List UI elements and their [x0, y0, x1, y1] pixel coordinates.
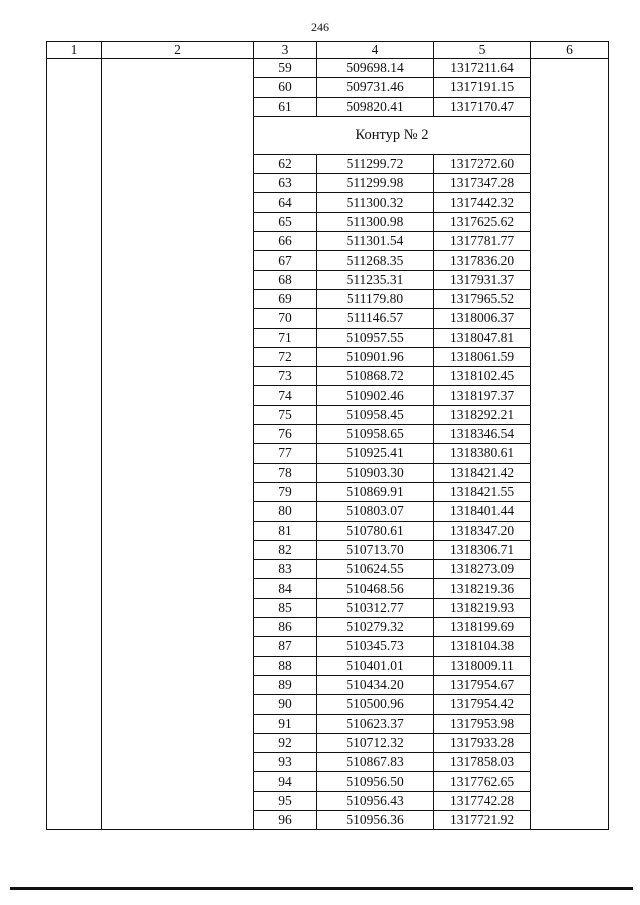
point-number-cell: 82 [254, 540, 317, 559]
y-coordinate-cell: 1317191.15 [434, 78, 531, 97]
point-number-cell: 65 [254, 212, 317, 231]
point-number-cell: 59 [254, 59, 317, 78]
point-number-cell: 79 [254, 482, 317, 501]
y-coordinate-cell: 1318047.81 [434, 328, 531, 347]
point-number-cell: 88 [254, 656, 317, 675]
y-coordinate-cell: 1318104.38 [434, 637, 531, 656]
column-header-4: 4 [317, 42, 434, 59]
x-coordinate-cell: 509698.14 [317, 59, 434, 78]
column-1-cell [47, 59, 102, 830]
point-number-cell: 89 [254, 675, 317, 694]
column-header-1: 1 [47, 42, 102, 59]
point-number-cell: 62 [254, 154, 317, 173]
point-number-cell: 94 [254, 772, 317, 791]
y-coordinate-cell: 1318346.54 [434, 425, 531, 444]
point-number-cell: 86 [254, 618, 317, 637]
x-coordinate-cell: 510958.45 [317, 405, 434, 424]
y-coordinate-cell: 1317858.03 [434, 753, 531, 772]
y-coordinate-cell: 1318061.59 [434, 347, 531, 366]
point-number-cell: 76 [254, 425, 317, 444]
point-number-cell: 85 [254, 598, 317, 617]
x-coordinate-cell: 510957.55 [317, 328, 434, 347]
y-coordinate-cell: 1317762.65 [434, 772, 531, 791]
x-coordinate-cell: 509731.46 [317, 78, 434, 97]
point-number-cell: 75 [254, 405, 317, 424]
x-coordinate-cell: 510901.96 [317, 347, 434, 366]
y-coordinate-cell: 1318199.69 [434, 618, 531, 637]
y-coordinate-cell: 1318219.36 [434, 579, 531, 598]
x-coordinate-cell: 511299.98 [317, 174, 434, 193]
x-coordinate-cell: 510624.55 [317, 560, 434, 579]
y-coordinate-cell: 1317347.28 [434, 174, 531, 193]
point-number-cell: 68 [254, 270, 317, 289]
y-coordinate-cell: 1317742.28 [434, 791, 531, 810]
x-coordinate-cell: 511301.54 [317, 232, 434, 251]
point-number-cell: 84 [254, 579, 317, 598]
point-number-cell: 91 [254, 714, 317, 733]
column-2-cell [102, 59, 254, 830]
x-coordinate-cell: 510468.56 [317, 579, 434, 598]
y-coordinate-cell: 1317933.28 [434, 733, 531, 752]
bottom-rule [10, 887, 633, 890]
x-coordinate-cell: 511179.80 [317, 289, 434, 308]
x-coordinate-cell: 510868.72 [317, 367, 434, 386]
y-coordinate-cell: 1318347.20 [434, 521, 531, 540]
point-number-cell: 70 [254, 309, 317, 328]
x-coordinate-cell: 510867.83 [317, 753, 434, 772]
x-coordinate-cell: 510869.91 [317, 482, 434, 501]
point-number-cell: 87 [254, 637, 317, 656]
y-coordinate-cell: 1318009.11 [434, 656, 531, 675]
y-coordinate-cell: 1317625.62 [434, 212, 531, 231]
y-coordinate-cell: 1318197.37 [434, 386, 531, 405]
column-header-5: 5 [434, 42, 531, 59]
y-coordinate-cell: 1317170.47 [434, 97, 531, 116]
point-number-cell: 63 [254, 174, 317, 193]
column-header-2: 2 [102, 42, 254, 59]
table-row [47, 59, 609, 78]
y-coordinate-cell: 1318006.37 [434, 309, 531, 328]
y-coordinate-cell: 1317442.32 [434, 193, 531, 212]
x-coordinate-cell: 510956.50 [317, 772, 434, 791]
y-coordinate-cell: 1317272.60 [434, 154, 531, 173]
point-number-cell: 92 [254, 733, 317, 752]
x-coordinate-cell: 510312.77 [317, 598, 434, 617]
x-coordinate-cell: 510956.36 [317, 810, 434, 829]
point-number-cell: 74 [254, 386, 317, 405]
y-coordinate-cell: 1317953.98 [434, 714, 531, 733]
point-number-cell: 64 [254, 193, 317, 212]
point-number-cell: 71 [254, 328, 317, 347]
column-header-6: 6 [531, 42, 609, 59]
x-coordinate-cell: 511146.57 [317, 309, 434, 328]
y-coordinate-cell: 1317965.52 [434, 289, 531, 308]
x-coordinate-cell: 511300.32 [317, 193, 434, 212]
page-number: 246 [311, 20, 329, 34]
point-number-cell: 72 [254, 347, 317, 366]
y-coordinate-cell: 1318292.21 [434, 405, 531, 424]
x-coordinate-cell: 510434.20 [317, 675, 434, 694]
x-coordinate-cell: 510803.07 [317, 502, 434, 521]
header-row [47, 42, 609, 59]
point-number-cell: 81 [254, 521, 317, 540]
point-number-cell: 67 [254, 251, 317, 270]
y-coordinate-cell: 1317931.37 [434, 270, 531, 289]
y-coordinate-cell: 1318380.61 [434, 444, 531, 463]
y-coordinate-cell: 1317954.42 [434, 695, 531, 714]
x-coordinate-cell: 510956.43 [317, 791, 434, 810]
x-coordinate-cell: 511299.72 [317, 154, 434, 173]
x-coordinate-cell: 510500.96 [317, 695, 434, 714]
point-number-cell: 90 [254, 695, 317, 714]
x-coordinate-cell: 509820.41 [317, 97, 434, 116]
y-coordinate-cell: 1318219.93 [434, 598, 531, 617]
point-number-cell: 66 [254, 232, 317, 251]
point-number-cell: 61 [254, 97, 317, 116]
coordinates-table [46, 41, 609, 830]
x-coordinate-cell: 511268.35 [317, 251, 434, 270]
y-coordinate-cell: 1318102.45 [434, 367, 531, 386]
x-coordinate-cell: 510401.01 [317, 656, 434, 675]
x-coordinate-cell: 511300.98 [317, 212, 434, 231]
point-number-cell: 60 [254, 78, 317, 97]
x-coordinate-cell: 510712.32 [317, 733, 434, 752]
column-header-3: 3 [254, 42, 317, 59]
y-coordinate-cell: 1317211.64 [434, 59, 531, 78]
point-number-cell: 77 [254, 444, 317, 463]
x-coordinate-cell: 510925.41 [317, 444, 434, 463]
y-coordinate-cell: 1317836.20 [434, 251, 531, 270]
y-coordinate-cell: 1317721.92 [434, 810, 531, 829]
point-number-cell: 95 [254, 791, 317, 810]
point-number-cell: 96 [254, 810, 317, 829]
point-number-cell: 78 [254, 463, 317, 482]
point-number-cell: 83 [254, 560, 317, 579]
point-number-cell: 69 [254, 289, 317, 308]
point-number-cell: 80 [254, 502, 317, 521]
y-coordinate-cell: 1317781.77 [434, 232, 531, 251]
x-coordinate-cell: 510958.65 [317, 425, 434, 444]
x-coordinate-cell: 510902.46 [317, 386, 434, 405]
x-coordinate-cell: 510780.61 [317, 521, 434, 540]
y-coordinate-cell: 1318421.42 [434, 463, 531, 482]
y-coordinate-cell: 1317954.67 [434, 675, 531, 694]
x-coordinate-cell: 511235.31 [317, 270, 434, 289]
x-coordinate-cell: 510623.37 [317, 714, 434, 733]
x-coordinate-cell: 510713.70 [317, 540, 434, 559]
y-coordinate-cell: 1318306.71 [434, 540, 531, 559]
y-coordinate-cell: 1318273.09 [434, 560, 531, 579]
x-coordinate-cell: 510903.30 [317, 463, 434, 482]
contour-label: Контур № 2 [254, 116, 531, 154]
x-coordinate-cell: 510345.73 [317, 637, 434, 656]
column-6-cell [531, 59, 609, 830]
point-number-cell: 73 [254, 367, 317, 386]
point-number-cell: 93 [254, 753, 317, 772]
y-coordinate-cell: 1318401.44 [434, 502, 531, 521]
x-coordinate-cell: 510279.32 [317, 618, 434, 637]
y-coordinate-cell: 1318421.55 [434, 482, 531, 501]
